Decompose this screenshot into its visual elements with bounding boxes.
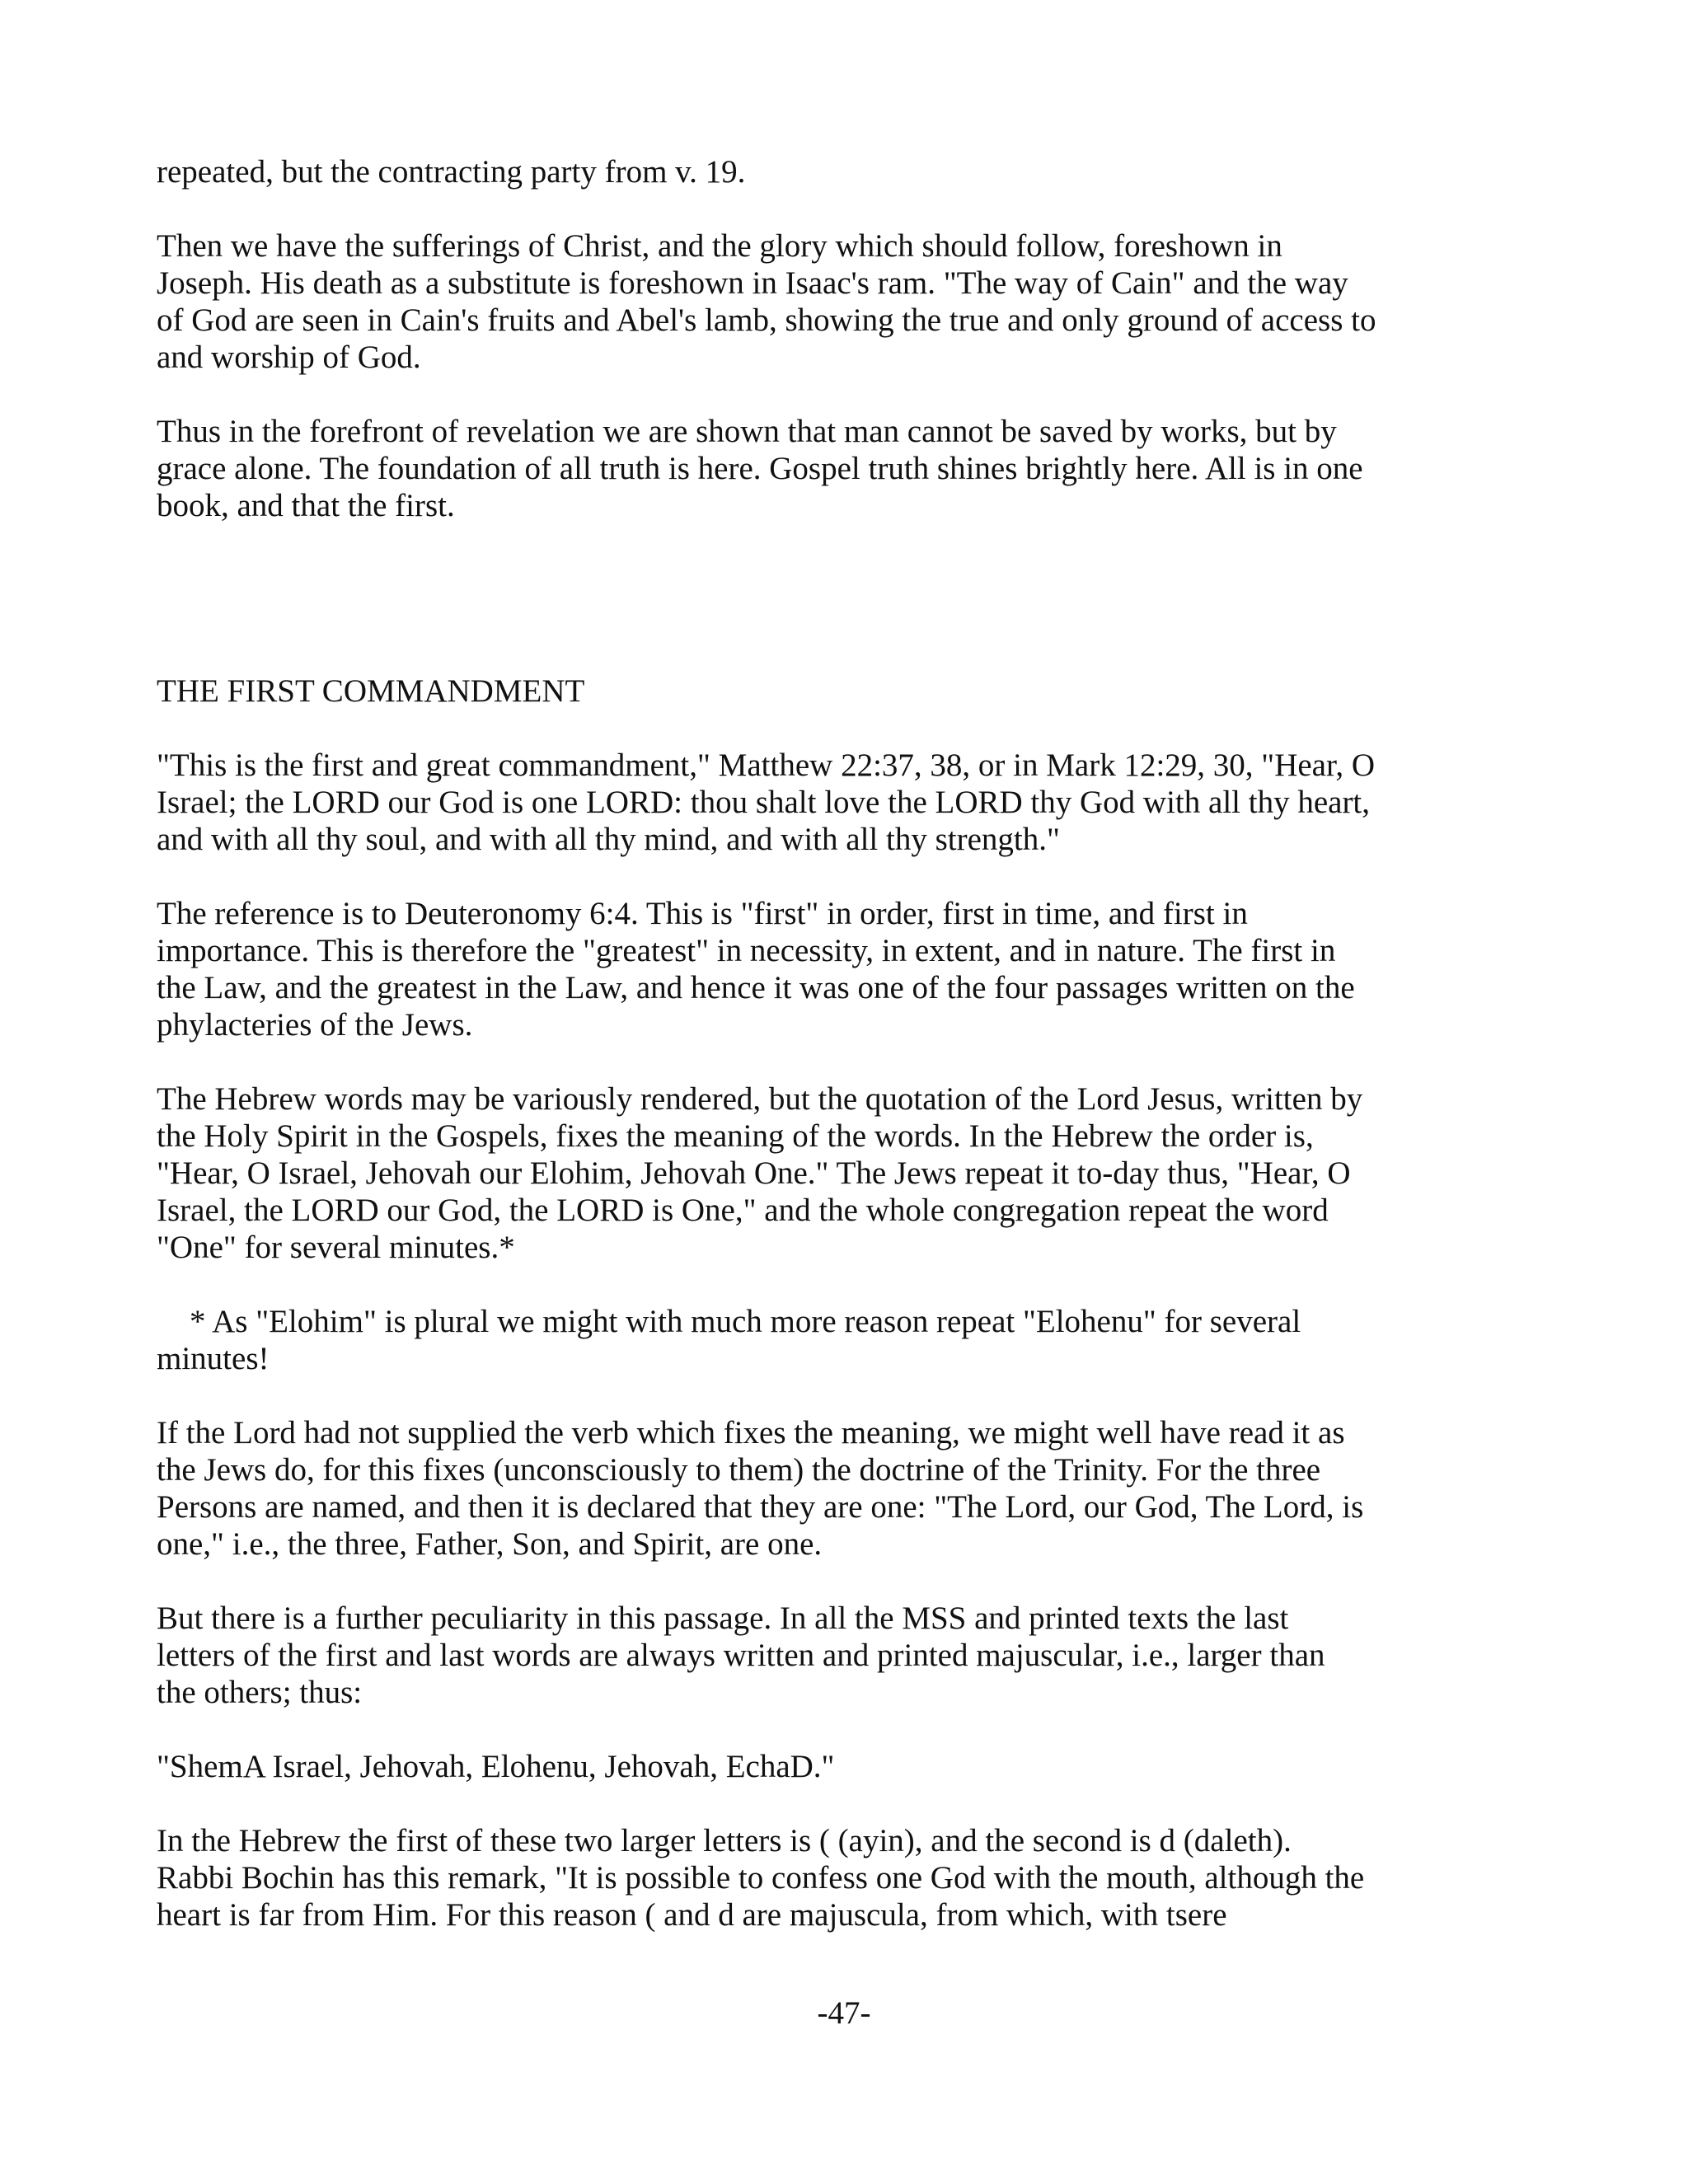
paragraph-rabbi-bochin: In the Hebrew the first of these two larger letters is ( (ayin), and the second is d (daleth). Rabbi Bochin has this remark, "It is possible to confess one God with the mouth, although the heart is far from Him. For this reason ( and d are majuscula, from which, with tsere <box>157 1823 1365 1933</box>
paragraph-contracting-party: repeated, but the contracting party from v. 19. <box>157 154 746 190</box>
page-number: -47- <box>817 1995 871 2031</box>
section-heading: THE FIRST COMMANDMENT <box>157 673 585 709</box>
paragraph-trinity-doctrine: If the Lord had not supplied the verb which fixes the meaning, we might well have read it as the Jews do, for this fixes (unconsciously to them) the doctrine of the Trinity. For the three Persons are named, and then it is declared that they are one: "The Lord, our God, The Lord, is one," i.e., the three, Father, Son, and Spirit, are one. <box>157 1415 1364 1562</box>
paragraph-shema-quote: "ShemA Israel, Jehovah, Elohenu, Jehovah, EchaD." <box>157 1749 835 1784</box>
document-page <box>157 153 1541 1971</box>
paragraph-forefront-of-revelation: Thus in the forefront of revelation we are shown that man cannot be saved by works, but by grace alone. The foundation of all truth is here. Gospel truth shines brightly here. All is in one book, and that the first. <box>157 414 1363 523</box>
footnote-elohim: * As "Elohim" is plural we might with much more reason repeat "Elohenu" for several minutes! <box>157 1304 1301 1376</box>
paragraph-hebrew-words: The Hebrew words may be variously rendered, but the quotation of the Lord Jesus, written by the Holy Spirit in the Gospels, fixes the meaning of the words. In the Hebrew the order is, "Hear, O Israel, Jehovah our Elohim, Jehovah One." The Jews repeat it to-day thus, "Hear, O Israel, the LORD our God, the LORD is One," and the whole congregation repeat the word "One" for several minutes.* <box>157 1081 1363 1265</box>
paragraph-deuteronomy-reference: The reference is to Deuteronomy 6:4. This is "first" in order, first in time, and first in importance. This is therefore the "greatest" in necessity, in extent, and in nature. The first in the Law, and the greatest in the Law, and hence it was one of the four passages written on the phylacteries of the Jews. <box>157 896 1355 1043</box>
paragraph-first-great-commandment: "This is the first and great commandment," Matthew 22:37, 38, or in Mark 12:29, 30, "Hear, O Israel; the LORD our God is one LORD: thou shalt love the LORD thy God with all thy heart, and with all thy soul, and with all thy mind, and with all thy strength." <box>157 748 1376 857</box>
paragraph-sufferings-of-christ: Then we have the sufferings of Christ, and the glory which should follow, foreshown in Joseph. His death as a substitute is foreshown in Isaac's ram. "The way of Cain" and the way of God are seen in Cain's fruits and Abel's lamb, showing the true and only ground of access to and worship of God. <box>157 228 1376 375</box>
paragraph-majuscular-letters: But there is a further peculiarity in this passage. In all the MSS and printed texts the last letters of the first and last words are always written and printed majuscular, i.e., larger than the others; thus: <box>157 1601 1325 1710</box>
